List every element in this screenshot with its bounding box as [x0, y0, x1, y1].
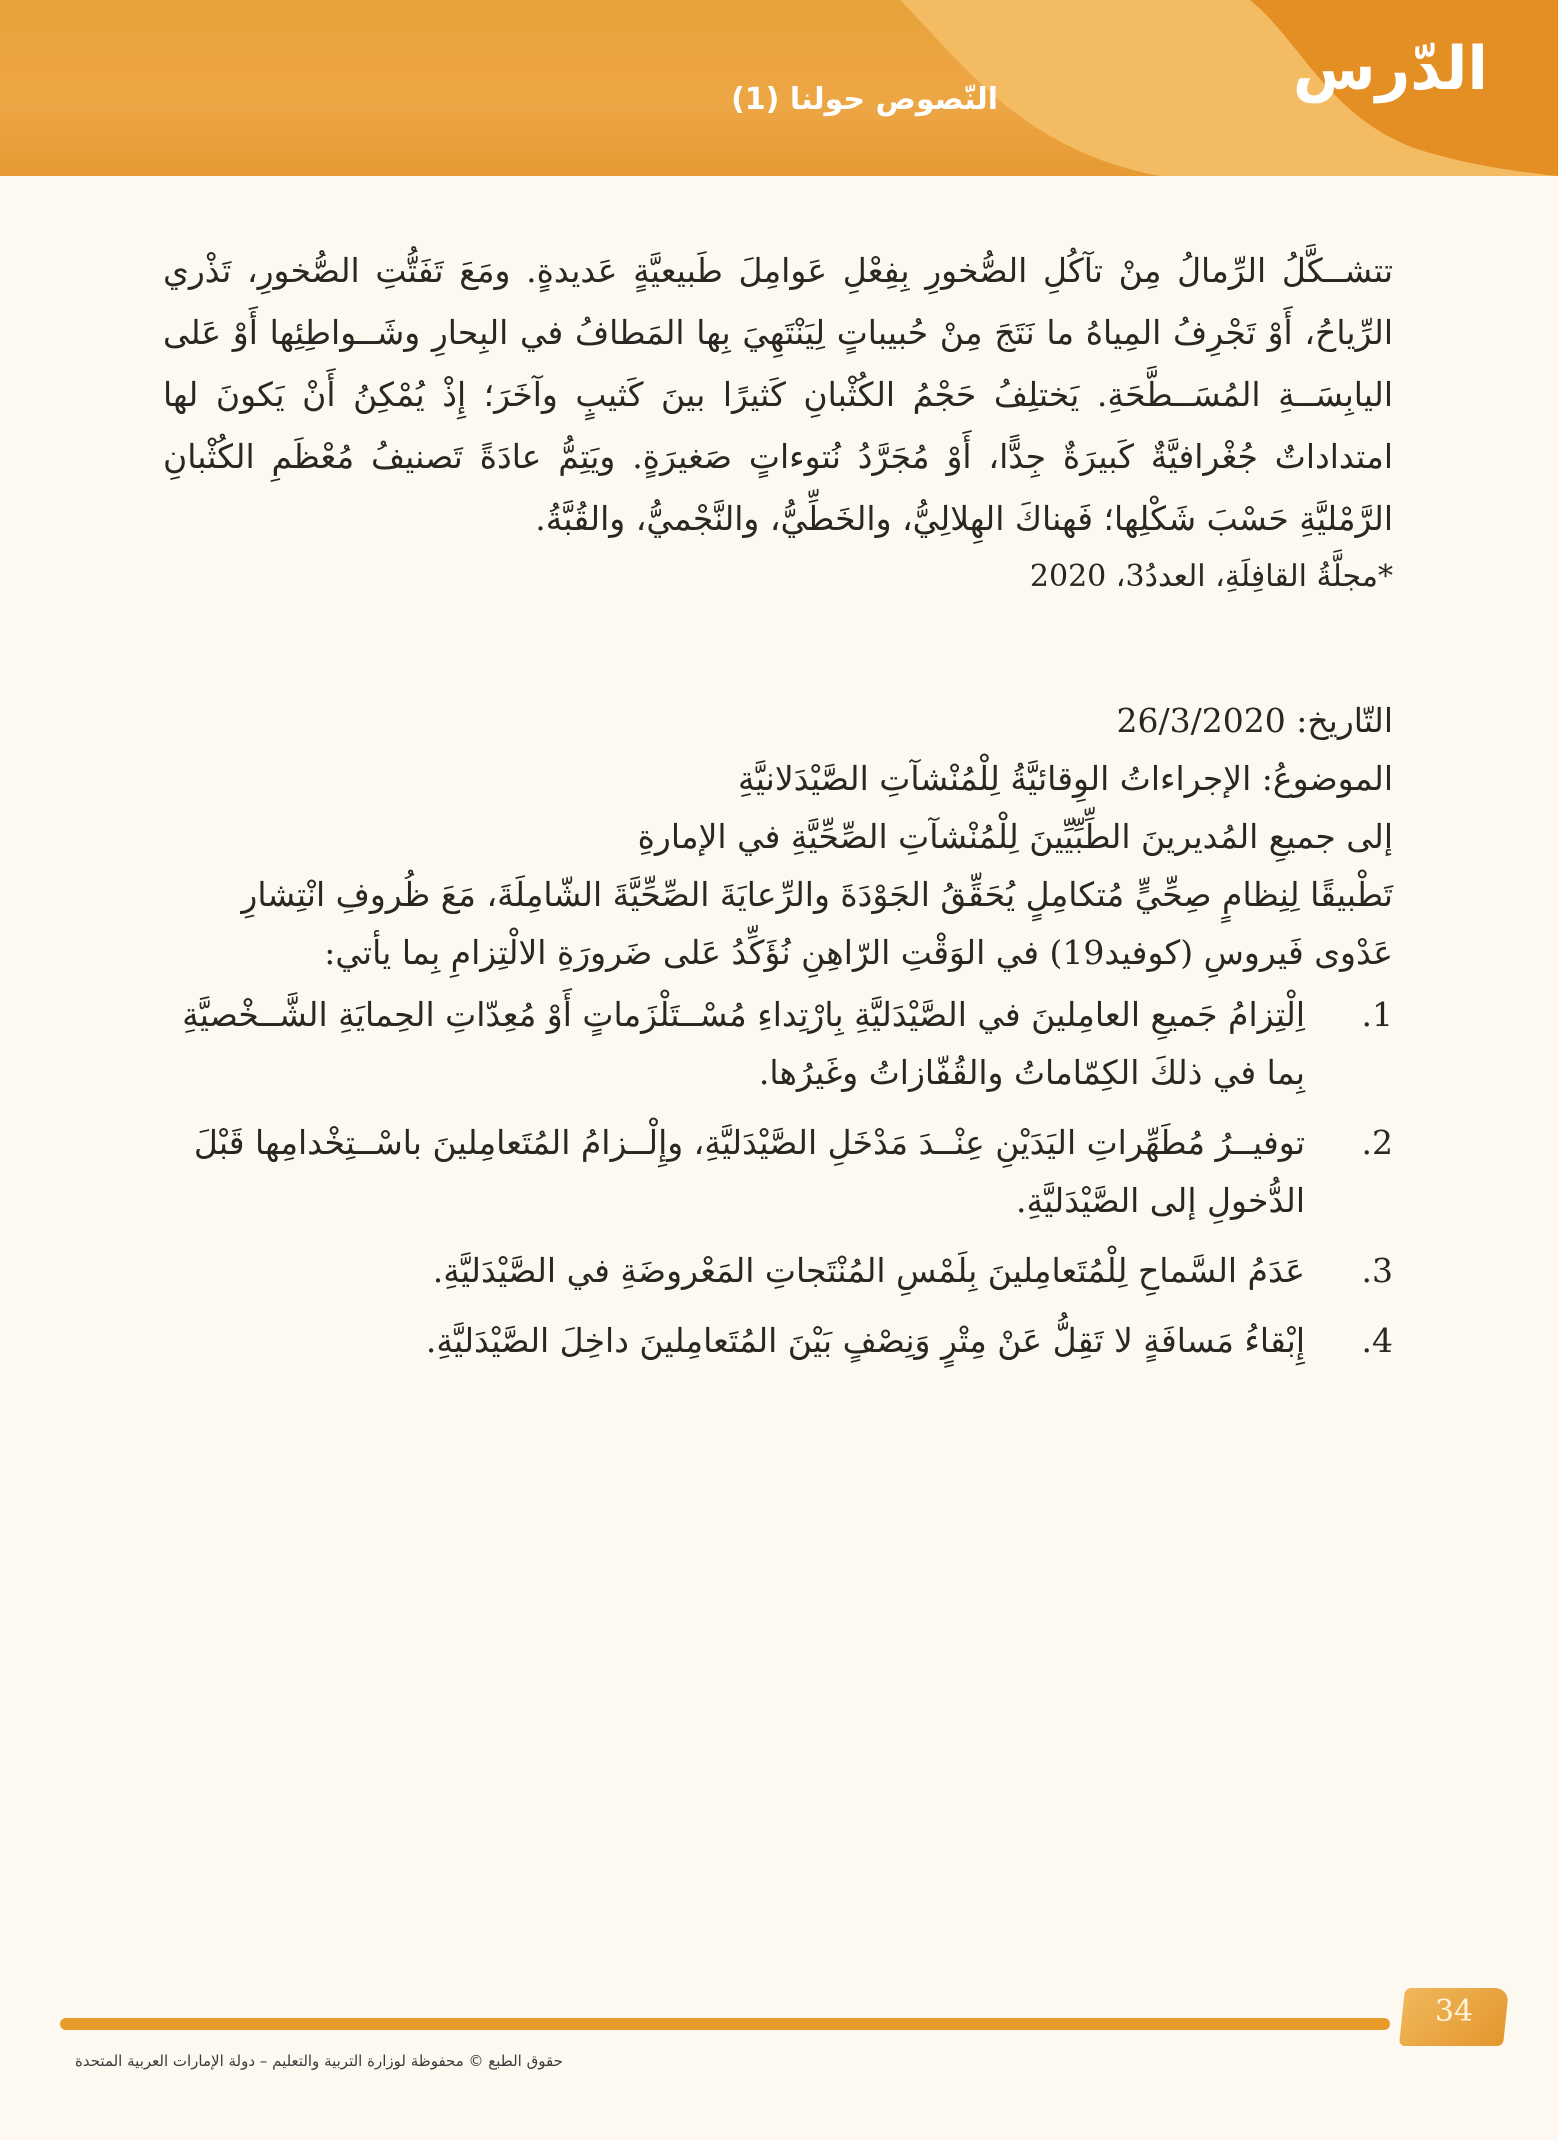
list-item-number: 4. — [1361, 1321, 1393, 1360]
list-item-number: 1. — [1361, 995, 1393, 1034]
letter — [163, 692, 1393, 1382]
header-bottom-curve — [0, 176, 1558, 200]
letter-recipient: إلى جميعِ المُديرينَ الطِّبِّيِّينَ لِلْمُنْشآتِ الصِّحِّيَّةِ في الإمارةِ — [637, 817, 1393, 856]
list-item — [163, 1312, 1393, 1370]
list-item — [163, 986, 1393, 1102]
list-item-text: اِلْتِزامُ جَميعِ العامِلينَ في الصَّيْدَليَّةِ بِارْتِداءِ مُسْــتَلْزَماتٍ أَوْ مُعِدّاتِ الحِمايَةِ الشَّــخْصيَّةِ بِما في ذلكَ الكِمّاماتُ والقُفّازاتُ وغَيرُها. — [182, 995, 1305, 1092]
list-item — [163, 1242, 1393, 1300]
lesson-subtitle: النّصوص حولنا (1) — [731, 82, 998, 117]
letter-intro: تَطْبيقًا لِنِظامٍ صِحِّيٍّ مُتكامِلٍ يُحَقِّقُ الجَوْدَةَ والرِّعايَةَ الصِّحِّيَّةَ الشّامِلَةَ، مَعَ ظُروفِ انْتِشارِ عَدْوى فَيروسِ (كوفيد19) في الوَقْتِ الرّاهِنِ نُؤَكِّدُ عَلى ضَرورَةِ الالْتِزامِ بِما يأتي: — [241, 875, 1393, 972]
letter-subject: الموضوعُ: الإجراءاتُ الوِقائيَّةُ لِلْمُنْشآتِ الصَّيْدَلانيَّةِ — [738, 759, 1393, 798]
page-number: 34 — [1434, 1994, 1474, 2029]
list-item-number: 2. — [1361, 1123, 1393, 1162]
footer-bar — [60, 2018, 1390, 2030]
list-item — [163, 1114, 1393, 1230]
list-item-number: 3. — [1361, 1251, 1393, 1290]
list-item-text: عَدَمُ السَّماحِ لِلْمُتَعامِلينَ بِلَمْسِ المُنْتَجاتِ المَعْروضَةِ في الصَّيْدَليَّةِ. — [432, 1251, 1305, 1290]
lesson-title: الدّرس — [1292, 34, 1488, 104]
letter-items-list — [163, 986, 1393, 1370]
copyright-notice: حقوق الطبع © محفوظة لوزارة التربية والتعليم – دولة الإمارات العربية المتحدة — [75, 2052, 563, 2070]
passage-paragraph: تتشــكَّلُ الرِّمالُ مِنْ تآكُلِ الصُّخورِ بِفِعْلِ عَوامِلَ طَبيعيَّةٍ عَديدةٍ. ومَعَ تَفَتُّتِ الصُّخورِ، تَذْري الرِّياحُ، أَوْ تَجْرِفُ المِياهُ ما نَتَجَ مِنْ حُبيباتٍ لِيَنْتَهِيَ بِها المَطافُ في البِحارِ وشَــواطِئِها أَوْ عَلى اليابِسَــةِ المُسَــطَّحَةِ. يَختلِفُ حَجْمُ الكُثْبانِ كَثيرًا بينَ كَثيبٍ وآخَرَ؛ إِذْ يُمْكِنُ أَنْ يَكونَ لها امتداداتٌ جُغْرافيَّةٌ كَبيرَةٌ جِدًّا، أَوْ مُجَرَّدُ نُتوءاتٍ صَغيرَةٍ. ويَتِمُّ عادَةً تَصنيفُ مُعْظَمِ الكُثْبانِ الرَّمْليَّةِ حَسْبَ شَكْلِها؛ فَهناكَ الهِلالِيُّ، والخَطِّيُّ، والنَّجْميُّ، والقُبَّةُ. — [163, 251, 1393, 538]
list-item-text: إِبْقاءُ مَسافَةٍ لا تَقِلُّ عَنْ مِتْرٍ وَنِصْفٍ بَيْنَ المُتَعامِلينَ داخِلَ الصَّيْدَليَّةِ. — [425, 1321, 1305, 1360]
letter-date-value: 26/3/2020 — [1116, 701, 1286, 740]
letter-date-label: التّاريخ: — [1296, 701, 1393, 740]
passage-source: *مجلَّةُ القافِلَةِ، العددُ3، 2020 — [1029, 559, 1393, 594]
list-item-text: توفيــرُ مُطَهِّراتِ اليَدَيْنِ عِنْــدَ مَدْخَلِ الصَّيْدَليَّةِ، وإِلْــزامُ المُتَعامِلينَ باسْــتِخْدامِها قَبْلَ الدُّخولِ إلى الصَّيْدَليَّةِ. — [193, 1123, 1305, 1220]
letter-date — [163, 692, 1393, 750]
